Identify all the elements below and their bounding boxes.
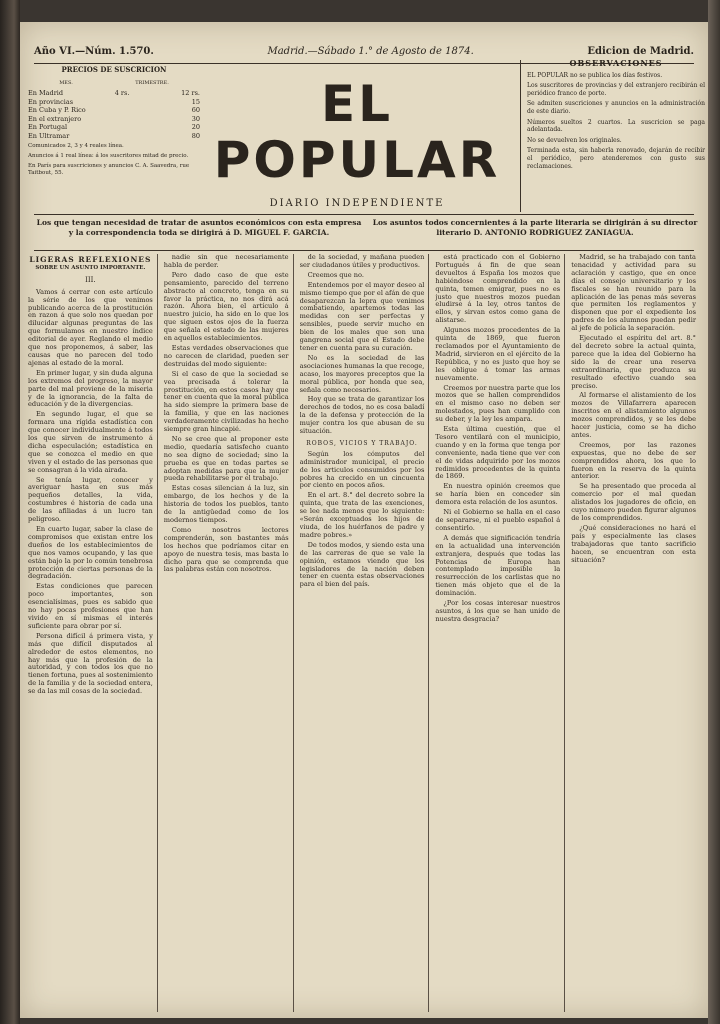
notice-rule-bottom [34, 250, 694, 251]
paragraph: Creemos, por las razones expuestas, que no debe de ser comprendidos ahora, los que lo fueron en la reserva de la quinta anterior. [571, 440, 696, 481]
paragraph: Hoy que se trata de garantizar los derechos de todos, no es cosa baladí la de la defensa y protección de la mujer contra los que abusan de su situación. [299, 395, 425, 436]
paragraph: Según los cómputos del administrador municipal, el precio de los articulos consumidos por los pobres ha crecido en un cincuenta por ciento en pocos años. [299, 449, 425, 490]
newspaper-page [20, 22, 708, 1018]
observation: Números sueltos 2 cuartos. La suscricion se paga adelantada. [527, 118, 705, 134]
place: En el extranjero [28, 114, 82, 123]
paragraph: Ni el Gobierno se halla en el caso de separarse, ni el pueblo español á consentirlo. [435, 508, 561, 532]
observations-box [520, 60, 705, 212]
price-quarter: 15 [191, 97, 200, 106]
subscription-note: Comunicados 2, 3 y 4 reales línea. [28, 143, 124, 149]
notice-right: Los asuntos todos concernientes á la parte literaria se dirigirán á su director literario D. ANTONIO RODRIGUEZ ZANIAGUA. [372, 218, 698, 237]
paragraph: Esta última cuestión, que el Tesoro ventilará con el municipio, cuando y en la forma que tenga por conveniente, nada tiene que ver con el de vidas adquirido por los mozos redimidos procedentes de la quinta de 1869. [435, 425, 561, 481]
place: En Cuba y P. Rico [28, 106, 86, 114]
column-4 [435, 254, 565, 1012]
price-quarter: 80 [191, 131, 200, 140]
paragraph: Al formarse el alistamiento de los mozos de Villafarrera aparecen inscritos en el alistamiento algunos mozos comprendidos, y se les debe hacer justicia, como se ha dicho antes. [571, 391, 696, 439]
observation: No se devuelven los originales. [527, 136, 622, 144]
observation: Terminada esta, sin haberla renovado, dejarán de recibir el periódico, pero atenderemos con gusto sus reclamaciones. [527, 147, 705, 170]
observation: Los suscritores de provincias y del extranjero recibirán el periódico franco de porte. [527, 82, 705, 97]
price-quarter: 60 [191, 106, 200, 114]
newspaper-title: EL POPULAR [213, 75, 501, 189]
masthead [202, 76, 512, 209]
paragraph: Estas cosas silencian á la luz, sin embargo, de los hechos y de la historia de todos los pueblos, tanto de la antigüedad como de los modernos tiempos. [163, 484, 289, 524]
paragraph: está practicado con el Gobierno Portugués á fin de que sean devueltos á España los mozos que habiéndose comprendido en la quinta, temen emigrar, pues no es justo que nuestros mozos puedan eludirse á la ley, otros tantos de ellos, y sirvan estos como gana de alistarse. [435, 254, 561, 325]
observations-title: OBSERVACIONES [569, 58, 663, 68]
subscription-note: En París para suscriciones y anuncios C. A. Saavedra, rue Taitbout, 55. [28, 163, 190, 176]
paragraph: No se cree que al proponer este medio, quedaría satisfecho cuanto no sea digno de sociedad; sino la prueba es que en todas partes se adoptan medidas para que la mujer pueda rehabilitarse por el trabajo. [163, 434, 289, 483]
paragraph: Creemos que no. [307, 270, 364, 279]
notice-rule-top [34, 214, 694, 215]
paragraph: En nuestra opinión creemos que se haría bien en conceder sin demora esta relación de los asuntos. [435, 482, 561, 507]
column-3 [300, 254, 430, 1012]
paragraph: No es la sociedad de las asociaciones humanas la que recoge, acaso, los mayores preceptos que la moral pública, por honda que sea, señala como necesarios. [299, 353, 425, 394]
price-quarter: 20 [191, 123, 200, 131]
column-1 [28, 254, 158, 1012]
paragraph: Ejecutado el espíritu del art. 8.° del decreto sobre la actual quinta, parece que la idea del Gobierno ha sido la de crear una reserva extraordinaria, que produzca su resultado efectivo cuando sea preciso. [571, 334, 696, 390]
subscription-row [28, 132, 200, 141]
subscription-row [28, 106, 200, 115]
page-edge [708, 0, 720, 1024]
paragraph: En primer lugar, y sin duda alguna los extremos del progreso, la mayor parte del mal proviene de la miseria y de la ignorancia, de la falta de educación y de la divergencias. [28, 368, 153, 409]
place: En Madrid [28, 89, 64, 97]
place: En Portugal [28, 123, 68, 131]
article-part: III. [85, 275, 96, 284]
paragraph: Algunos mozos procedentes de la quinta de 1869, que fueron reclamados por el Ayuntamiento de Madrid, sirvieron en el ejército de la República, y no es justo que hoy se les obligue á tomar las armas nuevamente. [435, 326, 561, 382]
price-quarter: 12 rs. [181, 89, 200, 97]
edition-label: Edicion de Madrid. [587, 45, 694, 57]
paragraph: ¿Qué consideraciones no hará el país y especialmente las clases trabajadoras que tanto sacrificio hacen, se encuentran con esta situación? [571, 523, 696, 564]
price-month: 4 rs. [114, 89, 130, 97]
paragraph: En el art. 8.° del decreto sobre la quinta, que trata de las exenciones, se lee nada menos que lo siguiente: «Serán exceptuados los hijos de viuda, de los huérfanos de padre y madre pobres.» [299, 491, 425, 539]
subscription-row [28, 115, 200, 124]
subscription-col: MES. [59, 79, 73, 86]
paragraph: Vamos á cerrar con este artículo la série de los que venimos publicando acerca de la prostitución en razon á que solo nos quedan por dilucidar algunas preguntas de las que formulamos en nuestro índice editorial de ayer. Reglando el medio que nos proponemos, á saber, las causas que no parecen del todo ajenas al estado de la moral. [28, 287, 153, 367]
paragraph: De todos modos, y siendo esta una de las carreras de que se vale la opinión, estamos viendo que los legisladores de la nación deben tener en cuenta estas observaciones para el bien del país. [299, 540, 425, 589]
paragraph: Como nosotros lectores comprenderán, son bastantes más los hechos que podríamos citar en apoyo de nuestra tesis, mas basta lo dicho para que se comprenda que las palabras están con nosotros. [163, 525, 289, 574]
paragraph: Entendemos por el mayor deseo al mismo tiempo que por el afán de que desaparezcan la lepra que venimos combatiendo, apartemos todas las medidas con ser perfectas y sensibles, puede servir mucho en bien de los males que son una gangrena social que el Estado debe tener en cuenta para su curación. [299, 280, 425, 352]
article-subheading: SOBRE UN ASUNTO IMPORTANTE. [35, 264, 146, 271]
issue-number: Año VI.—Núm. 1.570. [34, 45, 154, 57]
place: En provincias [28, 97, 74, 106]
paragraph: En segundo lugar, el que se formara una rígida estadística con que conocer individualmente á todos los que sirven de instrumento á dicha especulación; estadística en que se conozca el medio en que viven y el estado de las personas que se consagran á la vida airada. [28, 410, 153, 474]
paragraph: Creemos por nuestra parte que los mozos que se hallen comprendidos en el mismo caso no deben ser molestados, pues han cumplido con su deber, y la ley les ampara. [435, 383, 561, 424]
notice-left: Los que tengan necesidad de tratar de asuntos económicos con esta empresa y la correspondencia toda se dirigirá á D. MIGUEL F. GARCIA. [36, 218, 362, 237]
paragraph: Estas verdades observaciones que no carecen de claridad, pueden ser destruidas del modo siguiente: [163, 343, 289, 368]
paragraph: Pero dado caso de que este pensamiento, parecido del terreno abstracto al concreto, tenga en su favor la práctica, no nos dirá acá razón. Ahora bien, el artículo á nuestro juicio, ha sido en lo que los que siguen estos ojos de la fuerza que señala el estado de las mujeres en aquellos establecimientos. [163, 270, 289, 343]
place: En Ultramar [28, 131, 70, 140]
paragraph: nadie sin que necesariamente habla de perder. [163, 254, 289, 269]
subscription-columns [28, 79, 200, 88]
issue-date: Madrid.—Sábado 1.° de Agosto de 1874. [267, 45, 474, 57]
subscription-box [28, 66, 200, 206]
price-quarter: 30 [191, 114, 200, 123]
subscription-title: PRECIOS DE SUSCRICION [61, 65, 167, 74]
subscription-note: Anuncios á 1 real línea: á los suscritores mitad de precio. [28, 153, 189, 159]
column-2 [164, 254, 294, 1012]
paragraph: Persona difícil á primera vista, y más que difícil disputados al alrededor de estos elementos, no hay más que la profesión de la autoridad, y con todos los que no tienen fortuna, pues al sostenimiento de la familia y de la sociedad entera, se da las mil cosas de la sociedad. [28, 631, 153, 696]
section-title: ROBOS, VICIOS Y TRABAJO. [306, 439, 418, 447]
observation: Se admiten suscriciones y anuncios en la administración de este diario. [527, 100, 705, 115]
article-heading: LIGERAS REFLEXIONES [29, 255, 152, 264]
subscription-col: TRIMESTRE. [135, 79, 169, 86]
observation: EL POPULAR no se publica los días festivos. [527, 71, 663, 79]
column-5 [571, 254, 700, 1012]
paragraph: Madrid, se ha trabajado con tanta tenacidad y actividad para su aclaración y castigo, que en once días el consejo universitario y los fiscales se han reunido para la aplicación de las penas más severas que permiten los reglamentos y disponen que por el expediente los padres de los alumnos puedan pedir al jefe de policía la separación. [571, 254, 696, 333]
paragraph: de la sociedad, y mañana pueden ser ciudadanos útiles y productivos. [299, 254, 425, 269]
binding-edge [0, 0, 20, 1024]
paragraph: Si el caso de que la sociedad se vea precisada á tolerar la prostitución, en estos casos hay que tener en cuenta que la moral pública ha sido siempre la primera base de la familia, y que en las naciones verdaderamente civilizadas ha hecho siempre gran hincapié. [163, 369, 289, 434]
subscription-row [28, 98, 200, 107]
newspaper-subtitle: DIARIO INDEPENDIENTE [269, 198, 445, 209]
paragraph: Estas condiciones que parecen poco importantes, son esencialísimas, pues es sabido que no hay pocas profesiones que han vivido en sí mismas el interés suficiente para obrar por sí. [28, 582, 153, 630]
subscription-row [28, 123, 200, 132]
paragraph: En cuarto lugar, saber la clase de compromisos que existan entre los dueños de los establecimientos de que nos vamos ocupando, y las que están bajo la por lo común tenebrosa protección de ciertas personas de la degradación. [28, 525, 153, 581]
subscription-row [28, 89, 200, 98]
paragraph: Se tenía lugar, conocer y averiguar hasta en sus más pequeños detalles, la vida, costumbres é historia de cada una de las afiliadas á un lucro tan peligroso. [28, 475, 153, 524]
paragraph: Se ha presentado que proceda al comercio por el mal quedan alistados los jugadores de oficio, en cuyo número pueden figurar algunos de los comprendidos. [571, 482, 696, 522]
article-columns [28, 254, 700, 1012]
paragraph: A demás que significación tendría en la actualidad una intervención extranjera, después que todas las Potencias de Europa han contemplado imposible la resurrección de los carlistas que no tienen más objeto que el de la dominación. [435, 533, 561, 598]
paragraph: ¿Por los cosas interesar nuestros asuntos, á los que se han unido de nuestra desgracia? [435, 599, 561, 623]
